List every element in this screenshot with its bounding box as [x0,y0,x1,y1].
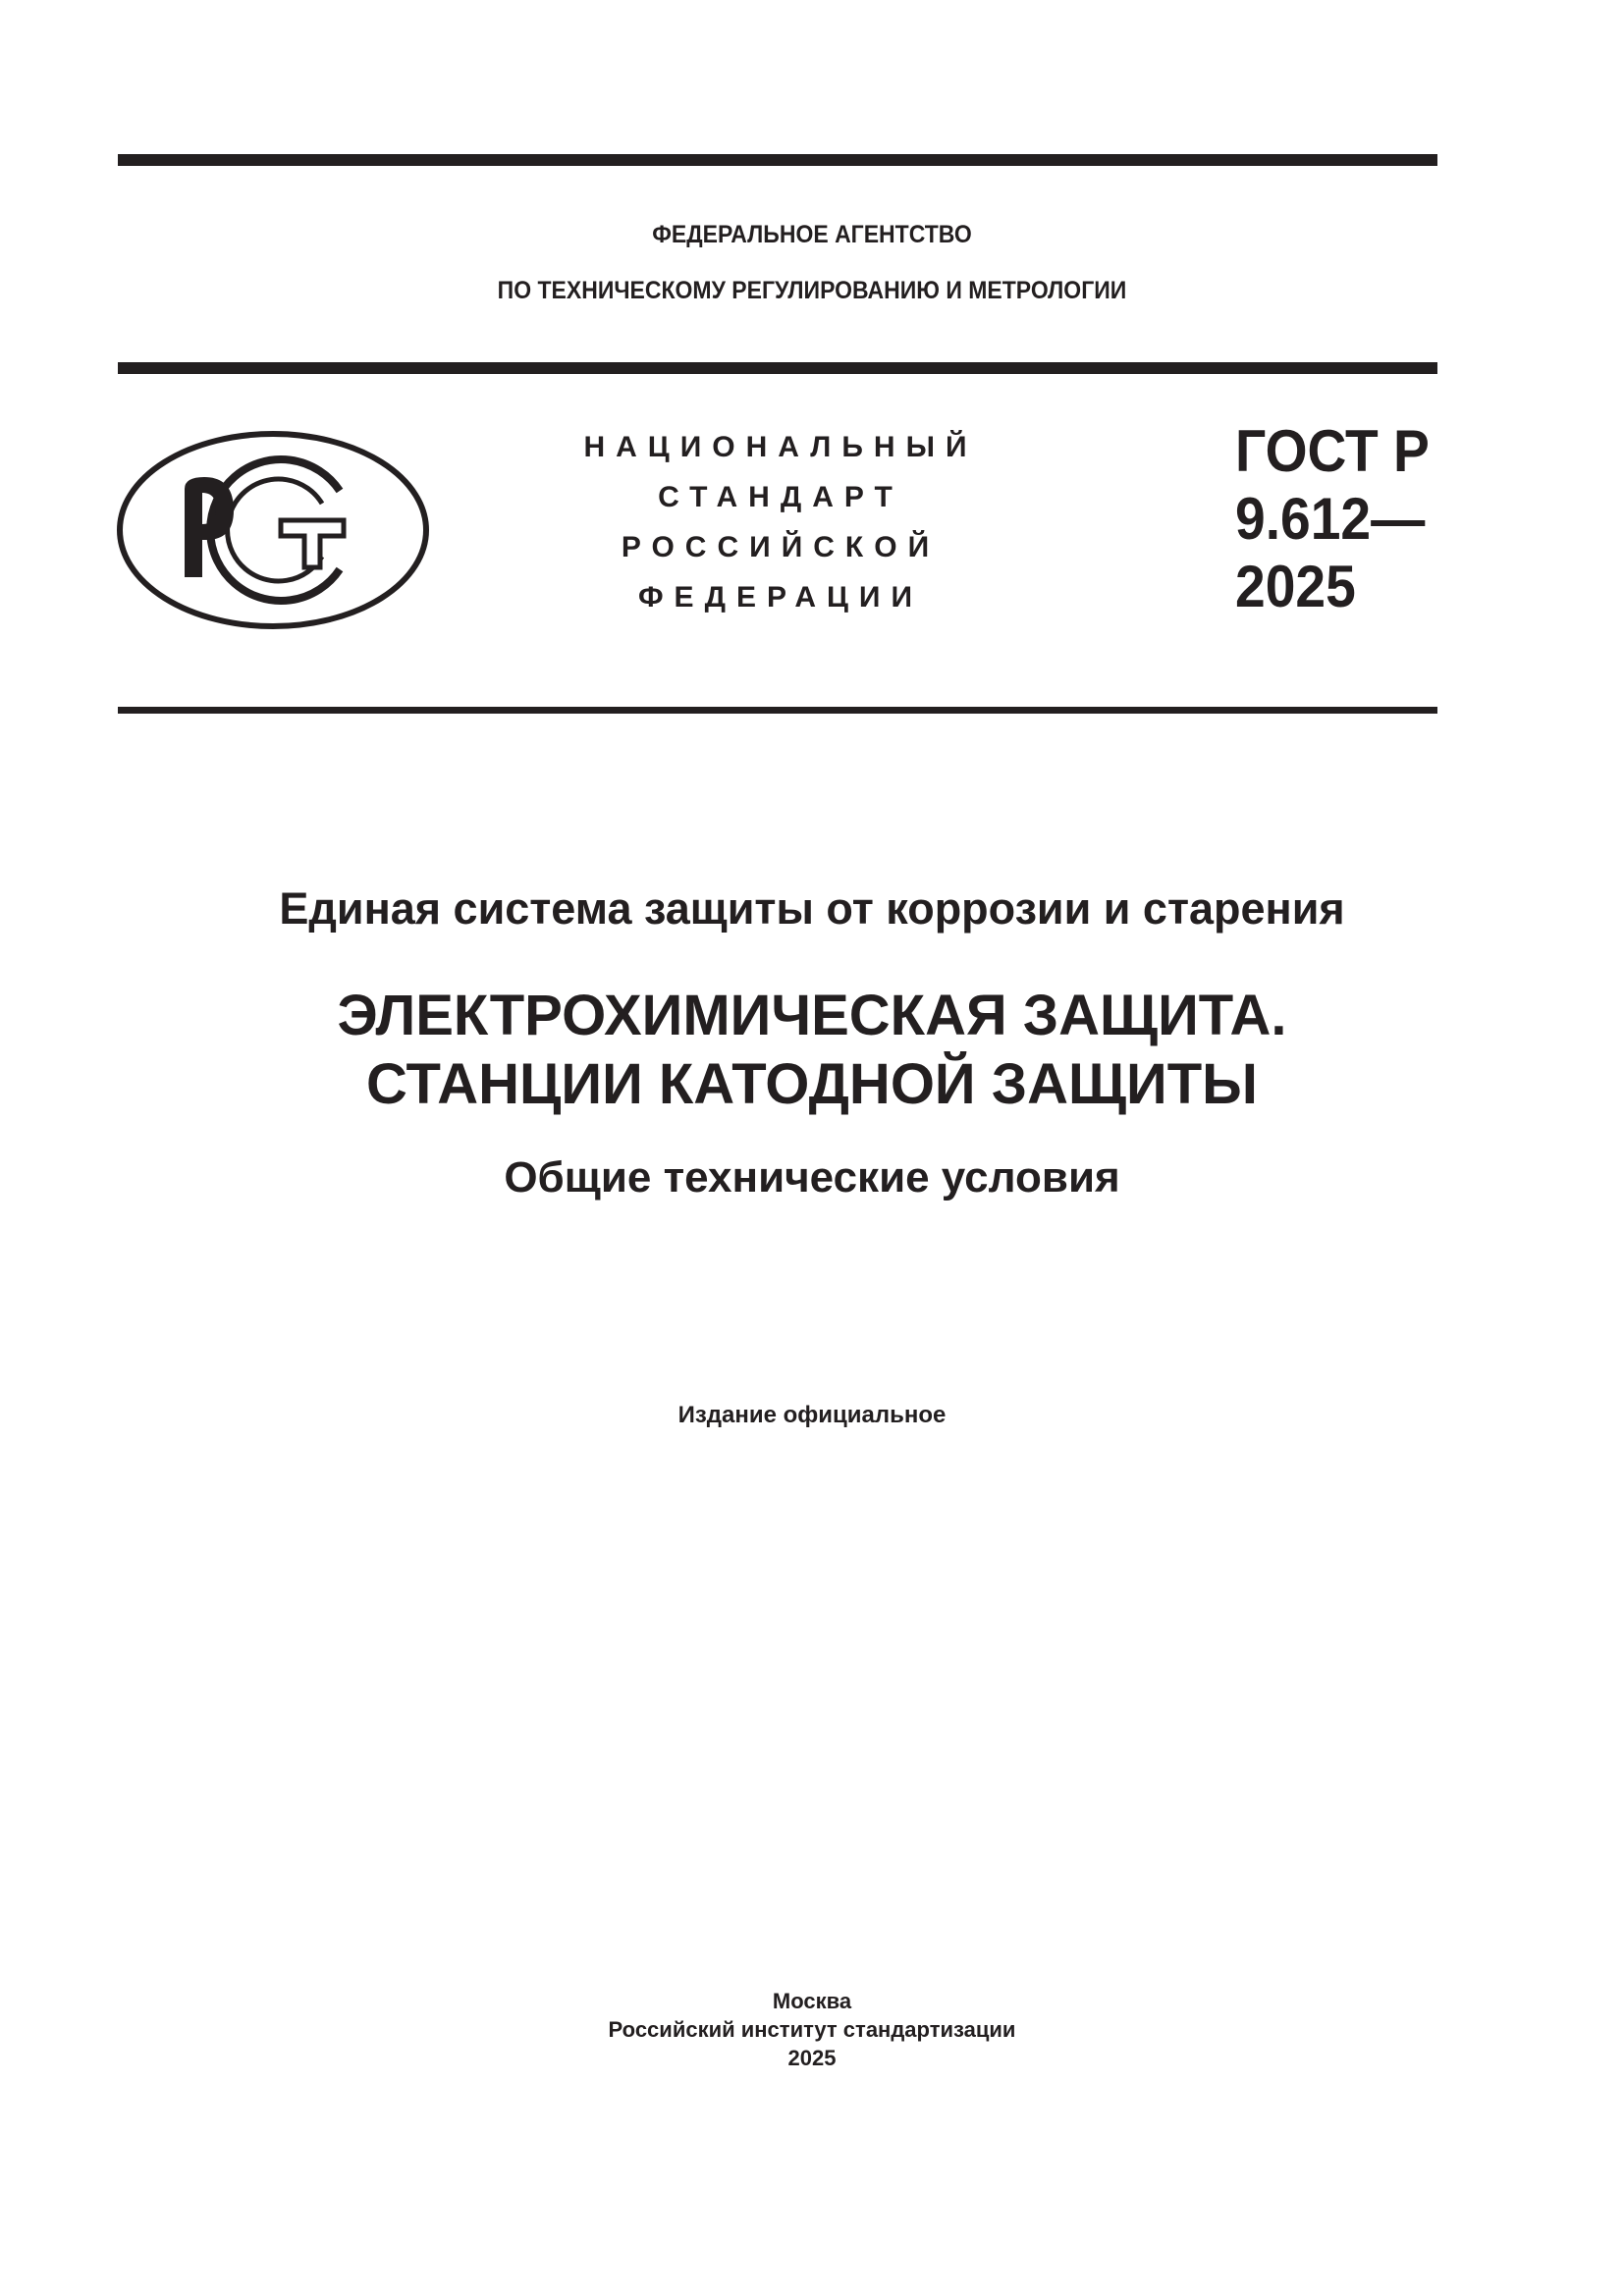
publisher-name: Российский институт стандартизации [608,2017,1016,2042]
agency-line-1: ФЕДЕРАЛЬНОЕ АГЕНТСТВО [652,221,972,248]
publisher-block [0,1987,1624,2072]
designation-line: 9.612— [1235,486,1426,552]
designation-line: ГОСТ Р [1235,418,1430,484]
designation-line: 2025 [1235,554,1356,619]
main-title-line-2: СТАНЦИИ КАТОДНОЙ ЗАЩИТЫ [366,1052,1258,1116]
top-rule [118,154,1437,166]
edition-label: Издание официальное [677,1402,947,1428]
bottom-rule [118,707,1437,714]
subtitle: Общие технические условия [504,1153,1120,1201]
middle-rule [118,362,1437,374]
main-title-line-1: ЭЛЕКТРОХИМИЧЕСКАЯ ЗАЩИТА. [337,984,1287,1047]
national-standard-line: ФЕДЕРАЦИИ [637,581,924,614]
publisher-city: Москва [772,1989,852,2013]
standard-designation [1235,417,1430,620]
main-title [0,982,1624,1119]
national-standard-line: СТАНДАРТ [658,481,903,513]
publisher-year: 2025 [787,2046,837,2070]
national-standard-label [550,422,1011,622]
rst-logo-icon [116,430,430,630]
agency-line-2: ПО ТЕХНИЧЕСКОМУ РЕГУЛИРОВАНИЮ И МЕТРОЛОГИИ [497,277,1127,304]
series-title: Единая система защиты от коррозии и старения [279,883,1345,934]
national-standard-line: НАЦИОНАЛЬНЫЙ [583,431,978,463]
national-standard-line: РОССИЙСКОЙ [621,531,941,563]
